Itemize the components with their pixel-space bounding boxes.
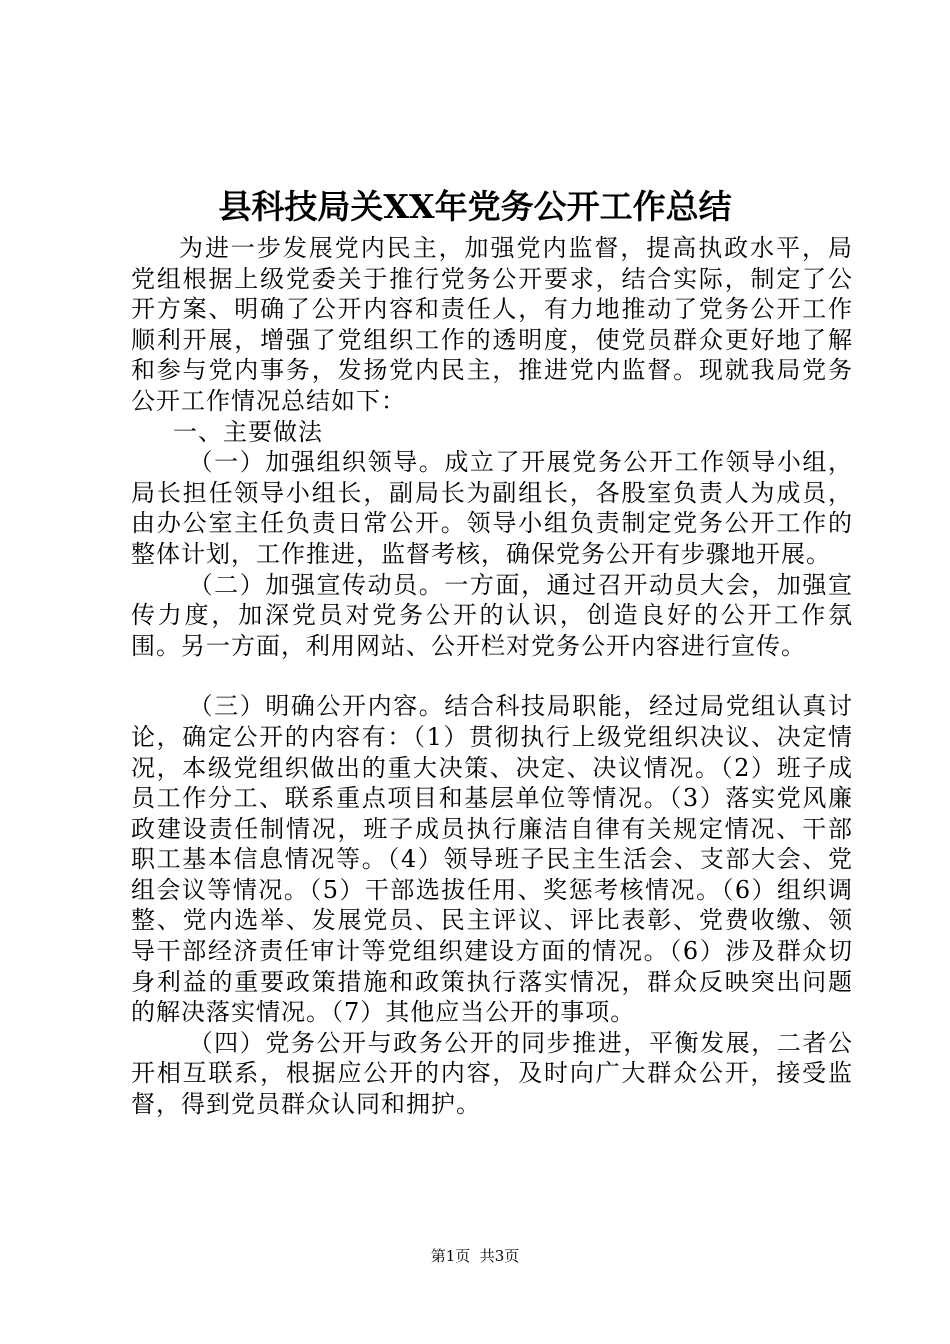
document-body bbox=[131, 233, 853, 1120]
paragraph-disclosure-content: （三）明确公开内容。结合科技局职能，经过局党组认真讨论，确定公开的内容有：（1）贯彻执行上级党组织决议、决定情况，本级党组织做出的重大决策、决定、决议情况。（2）班子成员工作分工、联系重点项目和基层单位等情况。（3）落实党风廉政建设责任制情况，班子成员执行廉洁自律有关规定情况、干部职工基本信息情况等。（4）领导班子民主生活会、支部大会、党组会议等情况。（5）干部选拔任用、奖惩考核情况。（6）组织调整、党内选举、发展党员、民主评议、评比表彰、党费收缴、领导干部经济责任审计等党组织建设方面的情况。（6）涉及群众切身利益的重要政策措施和政策执行落实情况，群众反映突出问题的解决落实情况。（7）其他应当公开的事项。 bbox=[131, 692, 853, 1027]
paragraph-synchronous-advance: （四）党务公开与政务公开的同步推进，平衡发展，二者公开相互联系，根据应公开的内容，及时向广大群众公开，接受监督，得到党员群众认同和拥护。 bbox=[131, 1028, 853, 1119]
intro-paragraph: 为进一步发展党内民主，加强党内监督，提高执政水平，局党组根据上级党委关于推行党务公开要求，结合实际，制定了公开方案、明确了公开内容和责任人，有力地推动了党务公开工作顺利开展，增强了党组织工作的透明度，使党员群众更好地了解和参与党内事务，发扬党内民主，推进党内监督。现就我局党务公开工作情况总结如下： bbox=[131, 234, 853, 415]
document-title: 县科技局关XX年党务公开工作总结 bbox=[218, 187, 732, 226]
paragraph-organization-leadership: （一）加强组织领导。成立了开展党务公开工作领导小组，局长担任领导小组长，副局长为副组长，各股室负责人为成员，由办公室主任负责日常公开。领导小组负责制定党务公开工作的整体计划，工作推进，监督考核，确保党务公开有步骤地开展。 bbox=[131, 448, 853, 568]
paragraph-publicity-mobilization: （二）加强宣传动员。一方面，通过召开动员大会，加强宣传力度，加深党员对党务公开的认识，创造良好的公开工作氛围。另一方面，利用网站、公开栏对党务公开内容进行宣传。 bbox=[131, 570, 853, 660]
page-indicator: 第1页 共3页 bbox=[430, 1247, 520, 1265]
section-heading-main-practices: 一、主要做法 bbox=[173, 417, 323, 446]
page-footer bbox=[0, 1245, 950, 1267]
